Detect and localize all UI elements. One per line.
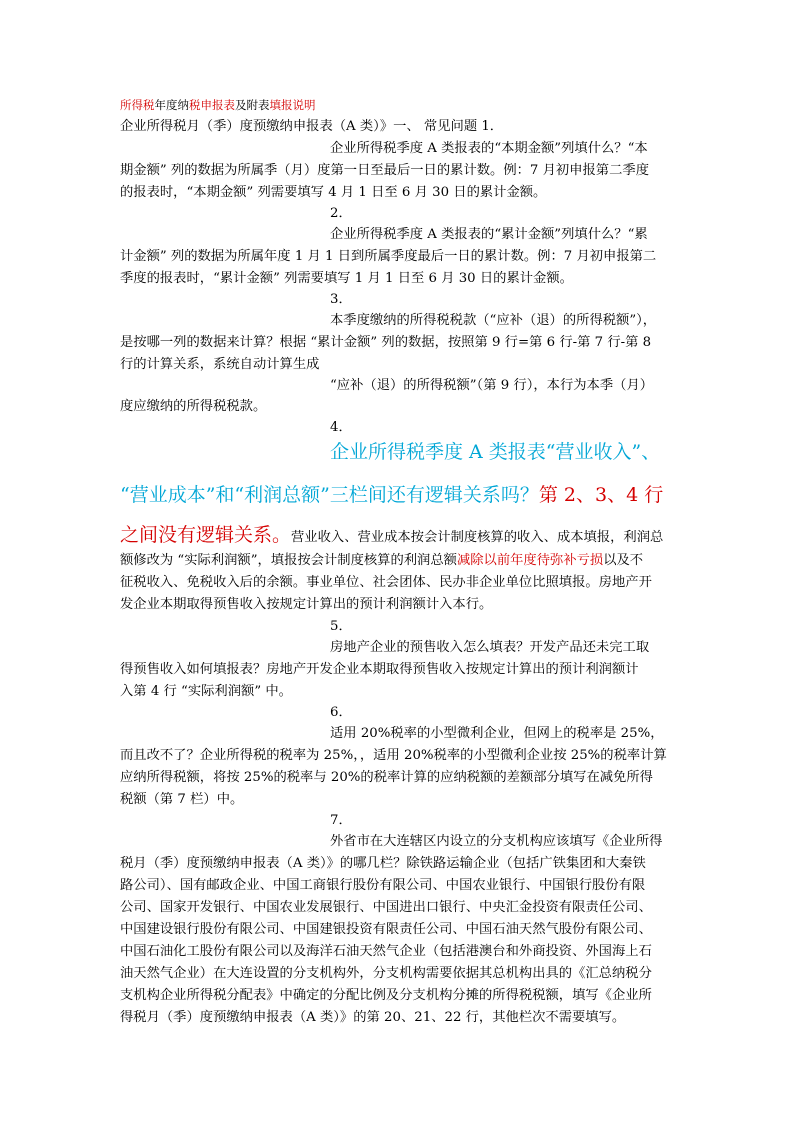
- q6-line: 应纳所得税额，将按 25%的税率与 20%的税率计算的应纳税额的差额部分填写在减免所得: [120, 770, 653, 785]
- q4-answer-line: [120, 523, 663, 547]
- q2-line: 企业所得税季度 A 类报表的“累计金额”列填什么？“累: [330, 227, 648, 242]
- q4-line: 征税收入、免税收入后的余额。事业单位、社会团体、民办非企业单位比照填报。房地产开: [120, 575, 652, 590]
- intro-line: 企业所得税月（季）度预缴纳申报表（A 类）》一、 常见问题 1．: [120, 119, 504, 134]
- q6-line: 而且改不了？企业所得税的税率为 25%，，适用 20%税率的小型微利企业按 25%的税率计算: [120, 748, 667, 763]
- title-part: 税申报表: [189, 98, 235, 112]
- item-number: 2．: [330, 206, 352, 221]
- q7-line: 中国石油化工股份有限公司以及海洋石油天然气企业（包括港澳台和外商投资、外国海上石: [120, 944, 652, 959]
- q4-headline-part: 第 2、3、4 行: [538, 484, 664, 506]
- q4-line: [120, 552, 643, 570]
- q6-line: 适用 20%税率的小型微利企业，但网上的税率是 25%，: [330, 726, 664, 741]
- item-number: 3．: [330, 292, 352, 307]
- q3-line: 本季度缴纳的所得税税款（“应补（退）的所得税额”），: [330, 313, 657, 328]
- q4-answer-lead: 之间没有逻辑关系。: [120, 524, 292, 546]
- q4-highlight: 减除以前年度待弥补亏损: [456, 553, 604, 568]
- q4-headline: [120, 483, 663, 507]
- doc-title: [120, 96, 316, 114]
- q4-headline-part: “营业成本”和“利润总额”三栏间还有逻辑关系吗？: [120, 484, 539, 506]
- q5-line: 房地产企业的预售收入怎么填表？开发产品还未完工取: [330, 640, 650, 655]
- q7-line: 支机构企业所得税分配表》中确定的分配比例及分支机构分摊的所得税税额，填写《企业所: [120, 988, 652, 1003]
- q7-line: 路公司）、国有邮政企业、中国工商银行股份有限公司、中国农业银行、中国银行股份有限: [120, 878, 646, 893]
- q3-line: “应补（退）的所得税额”（第 9 行），本行为本季（月）: [330, 378, 654, 393]
- item-number: 6．: [330, 705, 352, 720]
- q7-line: 税月（季）度预缴纳申报表（A 类）》的哪几栏？除铁路运输企业（包括广铁集团和大秦铁: [120, 856, 646, 871]
- q2-line: 计金额” 列的数据为所属年度 1 月 1 日到所属季度最后一日的累计数。例：7 月初申报第二: [120, 249, 657, 264]
- q7-line: 油天然气企业）在大连设置的分支机构外，分支机构需要依据其总机构出具的《汇总纳税分: [120, 966, 652, 981]
- q5-line: 入第 4 行 “实际利润额” 中。: [120, 684, 292, 699]
- q3-line: 是按哪一列的数据来计算？根据 “累计金额” 列的数据，按照第 9 行=第 6 行-第 7 行-第 8: [120, 335, 652, 350]
- title-part: 填报说明: [269, 98, 316, 112]
- item-number: 7．: [330, 813, 352, 828]
- q1-line: 企业所得税季度 A 类报表的“本期金额”列填什么？“本: [330, 141, 648, 156]
- title-part: 年度纳: [154, 98, 189, 112]
- title-part: 及附表: [235, 98, 270, 112]
- q4-text: 以及不: [603, 553, 644, 568]
- q7-line: 中国建设银行股份有限公司、中国建银投资有限责任公司、中国石油天然气股份有限公司、: [120, 922, 652, 937]
- q7-line: 公司、国家开发银行、中国农业发展银行、中国进出口银行、中央汇金投资有限责任公司、: [120, 900, 652, 915]
- q1-line: 的报表时，“本期金额” 列需要填写 4 月 1 日至 6 月 30 日的累计金额。: [120, 185, 547, 200]
- q3-line: 度应缴纳的所得税税款。: [120, 399, 267, 414]
- q7-line: 外省市在大连辖区内设立的分支机构应该填写《企业所得: [330, 834, 663, 849]
- title-part: 所得税: [120, 98, 155, 112]
- item-number: 5．: [330, 619, 352, 634]
- q4-text: 额修改为 “实际利润额”，填报按会计制度核算的利润总额: [120, 553, 457, 568]
- q1-line: 期金额” 列的数据为所属季（月）度第一日至最后一日的累计数。例：7 月初申报第二季度: [120, 163, 649, 178]
- q4-line: 发企业本期取得预售收入按规定计算出的预计利润额计入本行。: [120, 597, 493, 612]
- q3-line: 行的计算关系，系统自动计算生成: [120, 357, 320, 372]
- q4-headline: 企业所得税季度 A 类报表“营业收入”、: [330, 441, 661, 463]
- q4-answer-text: 营业收入、营业成本按会计制度核算的收入、成本填报，利润总: [291, 530, 664, 545]
- q5-line: 得预售收入如何填报表？房地产开发企业本期取得预售收入按规定计算出的预计利润额计: [120, 662, 639, 677]
- q7-line: 得税月（季）度预缴纳申报表（A 类）》的第 20、21、22 行，其他栏次不需要填写。: [120, 1010, 626, 1025]
- item-number: 4．: [330, 420, 352, 435]
- q2-line: 季度的报表时，“累计金额” 列需要填写 1 月 1 日至 6 月 30 日的累计金额。: [120, 271, 573, 286]
- q6-line: 税额（第 7 栏）中。: [120, 792, 244, 807]
